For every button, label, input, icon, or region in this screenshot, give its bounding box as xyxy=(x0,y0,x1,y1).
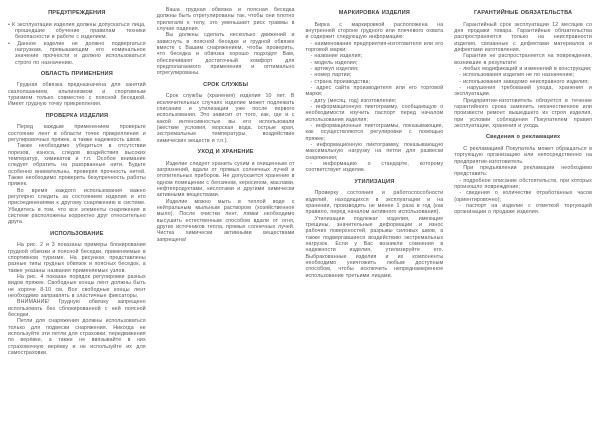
list-item: - информационную пиктограмму, показывающую максимальную нагрузку на петли для развески снаряжения; xyxy=(305,142,444,161)
list-item: - адрес сайта производителя или его торговой марки; xyxy=(305,84,444,98)
list-item: - номер партии; xyxy=(310,72,352,79)
list-item: - информацию о стандарте, которому соответствует изделие. xyxy=(305,161,444,174)
section-heading: ПРЕДУПРЕЖДЕНИЯ xyxy=(48,10,106,16)
list-item: - артикул изделия; xyxy=(310,65,359,72)
paragraph: Бирка с маркировкой расположена на внутренней стороне грудного или плечевого охвата и содержит следующую информацию: xyxy=(305,21,444,41)
list-item: - название изделия; xyxy=(310,53,363,60)
bullet-item: • К эксплуатации изделия должны допускаться лица, прошедшие обучение правилам техники безопасности и работе с изделием. xyxy=(8,21,146,41)
list-item: - подробное описание обстоятельств, при которых произошло повреждение; xyxy=(454,177,592,190)
paragraph: Утилизации подлежат изделия, имеющие трещины, значительные деформации и износ рабочих поверхностей, разрывы силовых швов, а также подвергавшиеся воздействию экстремальных нагрузок. Если у Вас возникли сомнения в надежности изделия, утилизируйте его. Выбракованные изделия и их компоненты необходимо уничтожить любым доступным способом, чтобы исключить непреднамеренное использование третьими лицами. xyxy=(305,215,444,279)
section-heading: ОБЛАСТЬ ПРИМЕНЕНИЯ xyxy=(40,70,113,77)
list-item: - информационную пиктограмму, сообщающую о необходимости изучить паспорт перед началом использования изделия; xyxy=(305,103,444,123)
section-heading: ИСПОЛЬЗОВАНИЕ xyxy=(50,230,104,237)
paragraph: Изделие можно мыть в теплой воде с нейтральным мыльным раствором (хозяйственное мыло). После очистки лент, лямки необходимо высушить естественным способом вдали от огня, других источников тепла, прямых солнечных лучей. Чистка химически активными веществами запрещена! xyxy=(156,198,295,243)
text-column-1 xyxy=(8,7,146,415)
paragraph: Гарантия не распространяется на повреждения, возникшие в результате: xyxy=(454,53,592,66)
paragraph: Вы должны сделать несколько движений и зависнуть в поясной беседке и грудной обвязке вместе с Вашим снаряжением, чтобы проверить, что беседка и обвязка хорошо подходят Вам, обеспечивают достаточный комфорт для предполагаемого применения и оптимально отрегулированы. xyxy=(156,32,295,77)
list-item: - использования изделия не по назначению; xyxy=(459,72,575,79)
paragraph: Предприятие-изготовитель обязуется в течение гарантийного срока заменить некачественное или произвести ремонт вышедшего из строя изделия, при условии соблюдения Покупателем правил эксплуатации, хранения и ухода. xyxy=(454,97,592,129)
list-item: - паспорт на изделие с отметкой торгующей организации о продаже изделия. xyxy=(454,202,592,216)
list-item: - дату (месяц, год) изготовления; xyxy=(310,97,397,104)
section-heading: Сведения о рекламациях xyxy=(485,134,561,141)
paragraph: На рис. 4 показан порядок регулировки разных видов пряжек. Свободные концы лент должны быть не короче 8-10 см. Все свободные концы лент необходимо заправлять в эластичные фиксаторы. xyxy=(8,274,146,300)
paragraph: Изделие следует хранить сухим и очищенным от загрязнений, вдали от прямых солнечных лучей и отопительных приборов. Не допускается хранение в одном помещении с бензином, керосином, маслами, нефтепродуктами, кислотами и другими химически активными веществами. xyxy=(156,160,295,199)
list-item: - нарушения требований ухода, хранения и эксплуатации. xyxy=(454,84,592,98)
list-item: - модель изделия; xyxy=(310,59,358,66)
list-item: - любых модификаций и изменений в конструкции; xyxy=(459,65,592,72)
section-heading: УХОД И ХРАНЕНИЕ xyxy=(197,149,254,156)
list-item: - наименование предприятия-изготовителя или его торговой марки; xyxy=(305,40,444,53)
text-column-3 xyxy=(306,7,444,415)
paragraph: Ваша грудная обвязка и поясная беседка должны быть отрегулированы так, чтобы они плотно прилегали к телу, это уменьшает риск травмы в случае падения. xyxy=(156,7,295,33)
paragraph: Гарантийный срок эксплуатации 12 месяцев со дня продажи товара. Гарантийные обязательства распространяются только на неисправности изделия, связанные с дефектами материалов и дефектами изготовления. xyxy=(454,21,592,53)
list-item: - страна производства; xyxy=(310,78,371,85)
section-heading: ПРОВЕРКА ИЗДЕЛИЯ xyxy=(45,112,109,119)
paragraph: Грудная обвязка предназначена для занятий скалолазанием, альпинизмом и спортивным туризмом только совместно с поясной беседкой. Имеет грудную точку прикрепления. xyxy=(8,82,146,108)
paragraph: Срок службы (хранения) изделия 10 лет. В исключительных случаях изделие может подлежать списанию и утилизации уже после первого использования. Это зависит от того, как, где и с какой интенсивностью вы его использовали (жесткие условия, морская вода, острые края, экстремальные температуры, воздействие химических веществ и т.п.). xyxy=(156,93,295,144)
section-heading: УТИЛИЗАЦИЯ xyxy=(354,178,395,185)
paragraph: Петли для снаряжения должны использоваться только для подвески снаряжения. Никогда не используйте эти петли для страховки, передвижения по верёвке, а также не ввязывайте в них страховочную верёвку и не используйте их для самостраховки. xyxy=(8,318,146,357)
paragraph: На рис. 2 и 3 показаны примеры блокирования грудной обвязки и поясной беседки, применяемые в спортивном туризме. На рисунках представлены разные типы грудных обвязок и поясных беседок, а также указаны названия применяемых узлов. xyxy=(8,242,146,274)
text-column-2 xyxy=(157,7,295,415)
list-item: - сведения о количестве отработанных часов (ориентировочно); xyxy=(454,190,592,203)
paragraph: При предъявлении рекламации необходимо представить: xyxy=(454,164,592,178)
paragraph: ВНИМАНИЕ! Грудную обвязку запрещено использовать без сблокированной с ней поясной беседки. xyxy=(8,299,146,319)
section-heading: СРОК СЛУЖБЫ xyxy=(203,81,249,88)
paragraph: Проверку состояния и работоспособности изделий, находящихся в эксплуатации и на хранении, производить не менее 1 раза в год (как правило, перед началом активного использования). xyxy=(305,190,444,216)
paragraph: С рекламацией Покупатель может обращаться в торгующую организацию или непосредственно на предприятие-изготовитель. xyxy=(454,145,592,165)
paragraph: Во время каждого использования важно регулярно следить за состоянием изделия и его присоединениями к другому снаряжению в системе. Убедитесь в том, что все элементы снаряжения в системе расположены корректно друг относительно друга. xyxy=(8,187,146,226)
bullet-item: • Данное изделие не должно подвергаться нагрузкам, превышающим его номинальное значение прочности и должно использоваться строго по назначению. xyxy=(8,40,146,66)
paragraph: Перед каждым применением проверьте состояние лент в области точек прикрепления и регулировочных пряжек, а также надежность швов. xyxy=(8,124,146,143)
paragraph: Также необходимо убедиться в отсутствии порезов, износа, следов воздействия высоких температур, химикатов и т.п. Особое внимание следует обратить на разорванные нити. Будьте особенно внимательны, проверяя прочность нитей. Также необходимо проверить безупречность работы пряжек. xyxy=(8,143,146,188)
text-column-4 xyxy=(454,7,592,415)
list-item: - информационные пиктограммы, показывающие, как осуществляются регулировки с помощью пряжек; xyxy=(305,123,444,142)
section-heading: ГАРАНТИЙНЫЕ ОБЯЗАТЕЛЬСТВА xyxy=(474,10,573,16)
section-heading: МАРКИРОВКА ИЗДЕЛИЯ xyxy=(338,10,410,16)
list-item: - использования заведомо неисправного изделия; xyxy=(459,78,589,85)
